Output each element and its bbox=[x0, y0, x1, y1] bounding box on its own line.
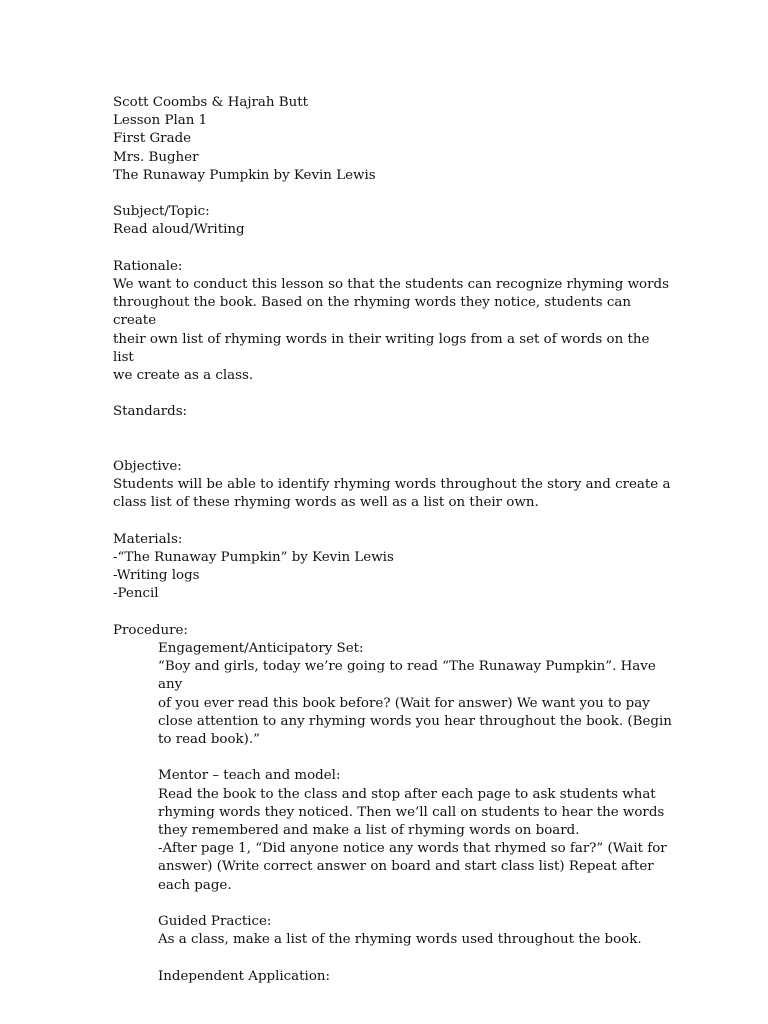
grade-level: First Grade bbox=[113, 131, 192, 147]
mentor-line: rhyming words they noticed. Then we’ll call on students to hear the words bbox=[158, 804, 665, 820]
mentor-block bbox=[113, 767, 673, 894]
objective-section bbox=[113, 458, 673, 513]
engagement-line: “Boy and girls, today we’re going to read “The Runaway Pumpkin”. Have any bbox=[158, 659, 661, 693]
authors: Scott Coombs & Hajrah Butt bbox=[113, 95, 309, 110]
objective-heading: Objective: bbox=[113, 459, 182, 474]
standards-section bbox=[113, 403, 673, 421]
standards-heading: Standards: bbox=[113, 404, 188, 420]
materials-item: -Writing logs bbox=[113, 568, 200, 584]
procedure-section bbox=[113, 622, 673, 986]
engagement-heading: Engagement/Anticipatory Set: bbox=[158, 641, 364, 656]
materials-heading: Materials: bbox=[113, 531, 183, 547]
rationale-line: we create as a class. bbox=[113, 368, 254, 384]
teacher-name: Mrs. Bugher bbox=[113, 149, 199, 165]
header-block bbox=[113, 94, 673, 185]
objective-line: Students will be able to identify rhyming words throughout the story and create a bbox=[113, 477, 671, 493]
book-title: The Runaway Pumpkin by Kevin Lewis bbox=[113, 167, 376, 183]
rationale-section bbox=[113, 258, 673, 385]
materials-item: -“The Runaway Pumpkin” by Kevin Lewis bbox=[113, 550, 394, 565]
mentor-line: -After page 1, “Did anyone notice any words that rhymed so far?” (Wait for bbox=[158, 841, 667, 857]
rationale-line: We want to conduct this lesson so that the students can recognize rhyming words bbox=[113, 277, 669, 292]
procedure-heading: Procedure: bbox=[113, 622, 188, 638]
subject-text: Read aloud/Writing bbox=[113, 222, 245, 238]
lesson-number: Lesson Plan 1 bbox=[113, 113, 208, 129]
rationale-line: throughout the book. Based on the rhyming words they notice, students can create bbox=[113, 295, 636, 329]
mentor-line: each page. bbox=[158, 877, 232, 893]
guided-heading: Guided Practice: bbox=[158, 914, 272, 930]
materials-section bbox=[113, 531, 673, 604]
mentor-line: Read the book to the class and stop after each page to ask students what bbox=[158, 786, 656, 802]
engagement-line: close attention to any rhyming words you hear throughout the book. (Begin bbox=[158, 713, 672, 729]
subject-section bbox=[113, 203, 673, 239]
independent-application-block bbox=[113, 968, 673, 986]
engagement-line: of you ever read this book before? (Wait for answer) We want you to pay bbox=[158, 695, 650, 711]
mentor-heading: Mentor – teach and model: bbox=[158, 768, 341, 784]
rationale-line: their own list of rhyming words in their writing logs from a set of words on the list bbox=[113, 331, 654, 365]
subject-heading: Subject/Topic: bbox=[113, 204, 210, 220]
guided-practice-block bbox=[113, 913, 673, 949]
independent-heading: Independent Application: bbox=[158, 968, 331, 984]
rationale-heading: Rationale: bbox=[113, 258, 183, 274]
materials-item: -Pencil bbox=[113, 586, 159, 602]
engagement-line: to read book).” bbox=[158, 732, 260, 748]
guided-text: As a class, make a list of the rhyming words used throughout the book. bbox=[158, 932, 642, 948]
lesson-plan-document bbox=[113, 94, 673, 986]
mentor-line: they remembered and make a list of rhyming words on board. bbox=[158, 823, 580, 839]
objective-line: class list of these rhyming words as well as a list on their own. bbox=[113, 495, 539, 511]
engagement-block bbox=[113, 640, 673, 749]
mentor-line: answer) (Write correct answer on board and start class list) Repeat after bbox=[158, 859, 654, 875]
